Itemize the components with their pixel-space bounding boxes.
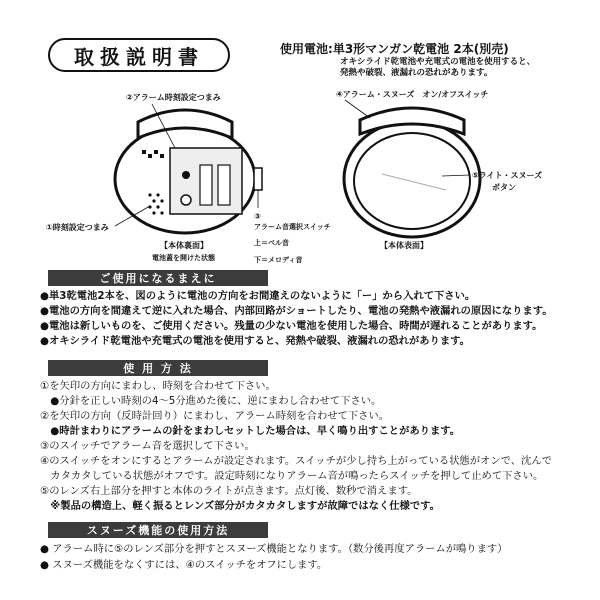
- before-use-line: ●単3乾電池2本を、図のように電池の方向をお間違えのないように「ー」から入れて下さい。: [40, 290, 476, 302]
- back-caption: 【本体裏面】: [160, 241, 208, 250]
- callout3-melody: 下＝メロディ音: [254, 256, 303, 264]
- callout3-number: ③: [254, 212, 261, 221]
- section-header-usage: 使 用 方 法: [48, 360, 268, 376]
- usage-line: ④のスイッチをオンにするとアラームが設定されます。スイッチが少し持ち上がっている状態がオンで、沈んで: [40, 455, 552, 467]
- callout3-title: アラーム音選択スイッチ: [254, 223, 331, 231]
- usage-line: ●分針を正しい時刻の4～5分進めた後に、逆にまわし合わせて下さい。: [40, 395, 382, 407]
- callout-time-set-knob: ①時刻設定つまみ: [46, 223, 109, 232]
- callout-alarm-time-knob: ②アラーム時刻設定つまみ: [126, 93, 221, 102]
- section-header-snooze: スヌーズ機能の使用方法: [48, 522, 268, 538]
- front-caption: 【本体表面】: [380, 241, 428, 250]
- usage-line: ⑤のレンズ右上部分を押すと本体のライトが点きます。点灯後、数秒で消えます。: [40, 485, 418, 497]
- usage-line: ●時計まわりにアラームの針をまわしセットした場合は、早く鳴り出すことがあります。: [40, 425, 461, 437]
- battery-label: 使用電池: [280, 42, 329, 56]
- section-header-before-use: ご使用になるまえに: [48, 270, 268, 286]
- usage-line: ※製品の構造上、軽く振るとレンズ部分がカタカタしますが故障ではなく仕様です。: [40, 500, 440, 512]
- callout-alarm-sound-switch: [254, 212, 331, 265]
- usage-line: ②を矢印の方向（反時計回り）にまわし、アラーム時刻を合わせて下さい。: [40, 410, 390, 422]
- snooze-line: ● スヌーズ機能をなくすには、④のスイッチをオフにします。: [40, 559, 328, 571]
- snooze-line: ● アラーム時に⑤のレンズ部分を押すとスヌーズ機能となります。（数分後再度アラームが鳴ります）: [40, 543, 508, 555]
- before-use-line: ●電池は新しいものを、ご使用ください。残量の少ない電池を使用した場合、時間が遅れることがあります。: [40, 320, 543, 332]
- before-use-list: [40, 291, 553, 351]
- callout-alarm-snooze-switch: ④アラーム・スヌーズ オン/オフスイッチ: [336, 90, 489, 99]
- battery-note-2: 発熱や破裂、液漏れの恐れがあります。: [340, 68, 493, 78]
- battery-info: 使用電池:単3形マンガン乾電池 2本(別売): [280, 42, 509, 56]
- document-title: 取扱説明書: [48, 38, 230, 72]
- before-use-line: ●電池の方向を間違えて逆に入れた場合、内部回路がショートしたり、電池の発熱や液漏れの原因になります。: [40, 305, 553, 317]
- clock-front-diagram: [344, 100, 480, 237]
- usage-list: [40, 381, 552, 516]
- back-subcaption: 電池蓋を開けた状態: [152, 254, 215, 262]
- callout3-bell: 上＝ベル音: [254, 239, 289, 247]
- callout-light-snooze-button: ⑤ライト・スヌーズ: [472, 171, 543, 180]
- usage-line: ①を矢印の方向にまわし、時刻を合わせて下さい。: [40, 380, 276, 392]
- snooze-list: [40, 544, 508, 576]
- battery-note-1: オキシライド乾電池や充電式の電池を使用すると、: [340, 57, 536, 67]
- usage-line: カタカタしている状態がオフです。設定時刻になりアラーム音が鳴ったらスイッチを押して止めて下さい。: [40, 470, 544, 482]
- usage-line: ③のスイッチでアラーム音を選択して下さい。: [40, 440, 255, 452]
- before-use-line: ●オキシライド乾電池や充電式の電池を使用すると、発熱や破裂、液漏れの恐れがあります。: [40, 335, 470, 347]
- clock-back-diagram: [115, 104, 262, 233]
- callout-light-snooze-button-2: ボタン: [492, 183, 516, 192]
- battery-type: 単3形マンガン乾電池 2本(別売): [332, 42, 509, 56]
